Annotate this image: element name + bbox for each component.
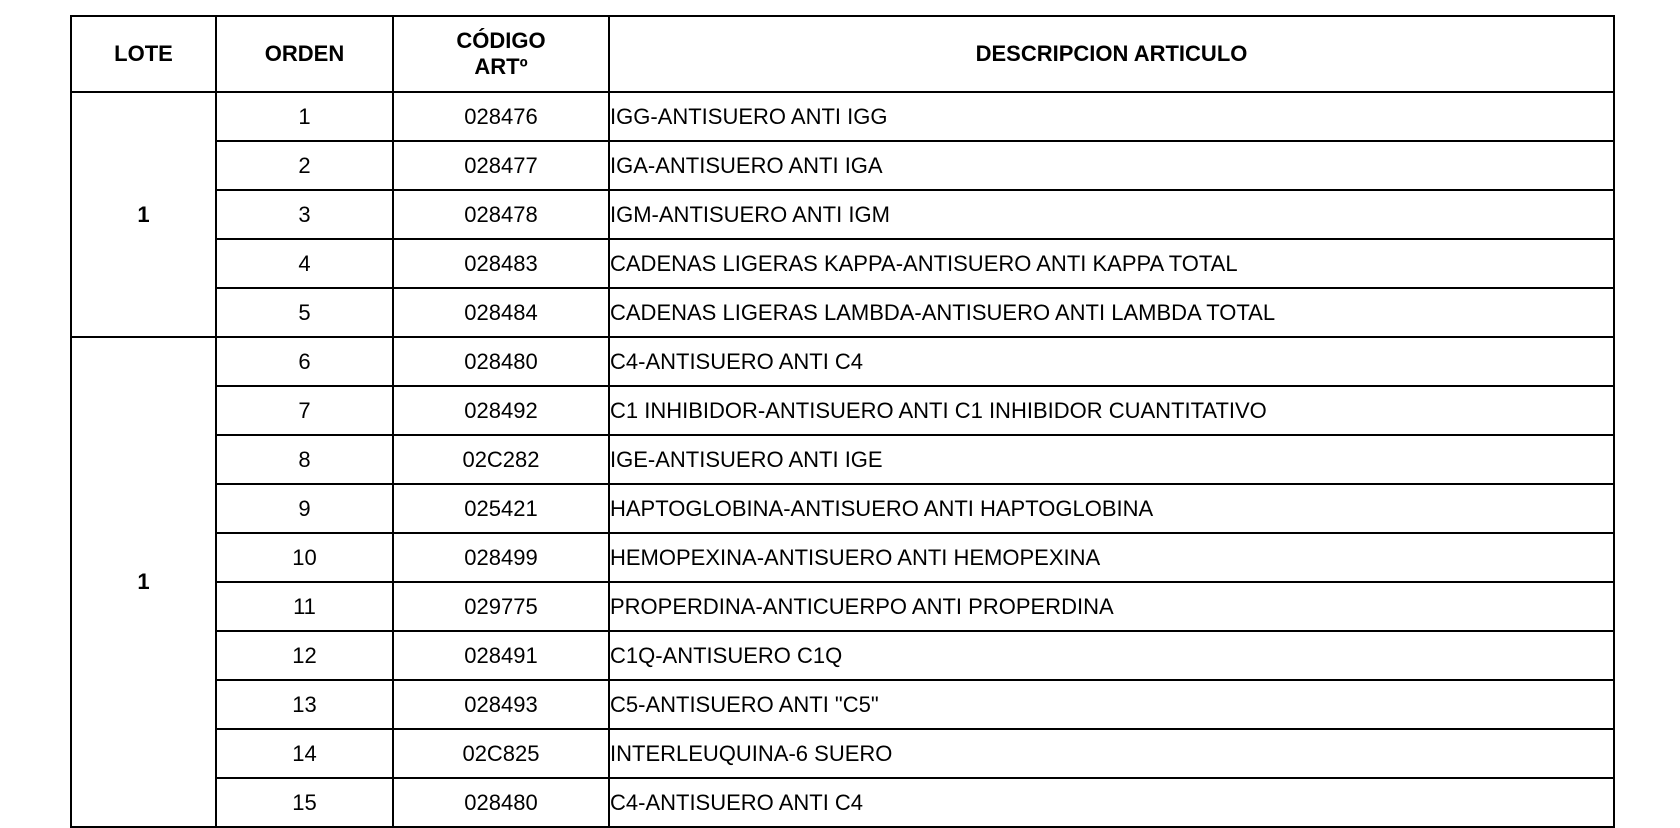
table-row	[71, 92, 1614, 141]
descripcion-cell: INTERLEUQUINA-6 SUERO	[609, 729, 1614, 778]
lote-cell: 1	[71, 337, 216, 827]
codigo-cell: 029775	[393, 582, 609, 631]
table-body	[71, 92, 1614, 827]
orden-cell: 11	[216, 582, 393, 631]
descripcion-cell: C5-ANTISUERO ANTI "C5"	[609, 680, 1614, 729]
codigo-cell: 028499	[393, 533, 609, 582]
header-codigo	[393, 16, 609, 92]
descripcion-cell: PROPERDINA-ANTICUERPO ANTI PROPERDINA	[609, 582, 1614, 631]
orden-cell: 6	[216, 337, 393, 386]
descripcion-cell: C4-ANTISUERO ANTI C4	[609, 778, 1614, 827]
table-row	[71, 288, 1614, 337]
codigo-cell: 028491	[393, 631, 609, 680]
descripcion-cell: HAPTOGLOBINA-ANTISUERO ANTI HAPTOGLOBINA	[609, 484, 1614, 533]
table-row	[71, 680, 1614, 729]
table-row	[71, 484, 1614, 533]
header-row	[71, 16, 1614, 92]
codigo-cell: 028493	[393, 680, 609, 729]
table-row	[71, 141, 1614, 190]
header-codigo-line1: CÓDIGO	[456, 28, 546, 53]
header-lote: LOTE	[71, 16, 216, 92]
table-row	[71, 386, 1614, 435]
table-row	[71, 631, 1614, 680]
codigo-cell: 025421	[393, 484, 609, 533]
table-row	[71, 435, 1614, 484]
codigo-cell: 028483	[393, 239, 609, 288]
orden-cell: 3	[216, 190, 393, 239]
orden-cell: 4	[216, 239, 393, 288]
table-header	[71, 16, 1614, 92]
orden-cell: 14	[216, 729, 393, 778]
orden-cell: 15	[216, 778, 393, 827]
orden-cell: 1	[216, 92, 393, 141]
table-row	[71, 729, 1614, 778]
codigo-cell: 028492	[393, 386, 609, 435]
orden-cell: 13	[216, 680, 393, 729]
descripcion-cell: C1 INHIBIDOR-ANTISUERO ANTI C1 INHIBIDOR CUANTITATIVO	[609, 386, 1614, 435]
articles-table	[70, 15, 1615, 828]
orden-cell: 12	[216, 631, 393, 680]
descripcion-cell: IGA-ANTISUERO ANTI IGA	[609, 141, 1614, 190]
lote-cell: 1	[71, 92, 216, 337]
descripcion-cell: CADENAS LIGERAS LAMBDA-ANTISUERO ANTI LAMBDA TOTAL	[609, 288, 1614, 337]
table-row	[71, 190, 1614, 239]
descripcion-cell: IGM-ANTISUERO ANTI IGM	[609, 190, 1614, 239]
orden-cell: 7	[216, 386, 393, 435]
orden-cell: 5	[216, 288, 393, 337]
codigo-cell: 028478	[393, 190, 609, 239]
orden-cell: 8	[216, 435, 393, 484]
header-codigo-line2: ARTº	[474, 54, 528, 79]
header-orden: ORDEN	[216, 16, 393, 92]
descripcion-cell: C4-ANTISUERO ANTI C4	[609, 337, 1614, 386]
descripcion-cell: C1Q-ANTISUERO C1Q	[609, 631, 1614, 680]
table-row	[71, 239, 1614, 288]
table-row	[71, 533, 1614, 582]
table-row	[71, 778, 1614, 827]
codigo-cell: 028480	[393, 337, 609, 386]
orden-cell: 9	[216, 484, 393, 533]
descripcion-cell: HEMOPEXINA-ANTISUERO ANTI HEMOPEXINA	[609, 533, 1614, 582]
descripcion-cell: IGG-ANTISUERO ANTI IGG	[609, 92, 1614, 141]
codigo-cell: 02C825	[393, 729, 609, 778]
descripcion-cell: IGE-ANTISUERO ANTI IGE	[609, 435, 1614, 484]
codigo-cell: 02C282	[393, 435, 609, 484]
orden-cell: 10	[216, 533, 393, 582]
descripcion-cell: CADENAS LIGERAS KAPPA-ANTISUERO ANTI KAPPA TOTAL	[609, 239, 1614, 288]
codigo-cell: 028477	[393, 141, 609, 190]
codigo-cell: 028480	[393, 778, 609, 827]
header-descripcion: DESCRIPCION ARTICULO	[609, 16, 1614, 92]
codigo-cell: 028476	[393, 92, 609, 141]
codigo-cell: 028484	[393, 288, 609, 337]
orden-cell: 2	[216, 141, 393, 190]
table-row	[71, 337, 1614, 386]
table-row	[71, 582, 1614, 631]
